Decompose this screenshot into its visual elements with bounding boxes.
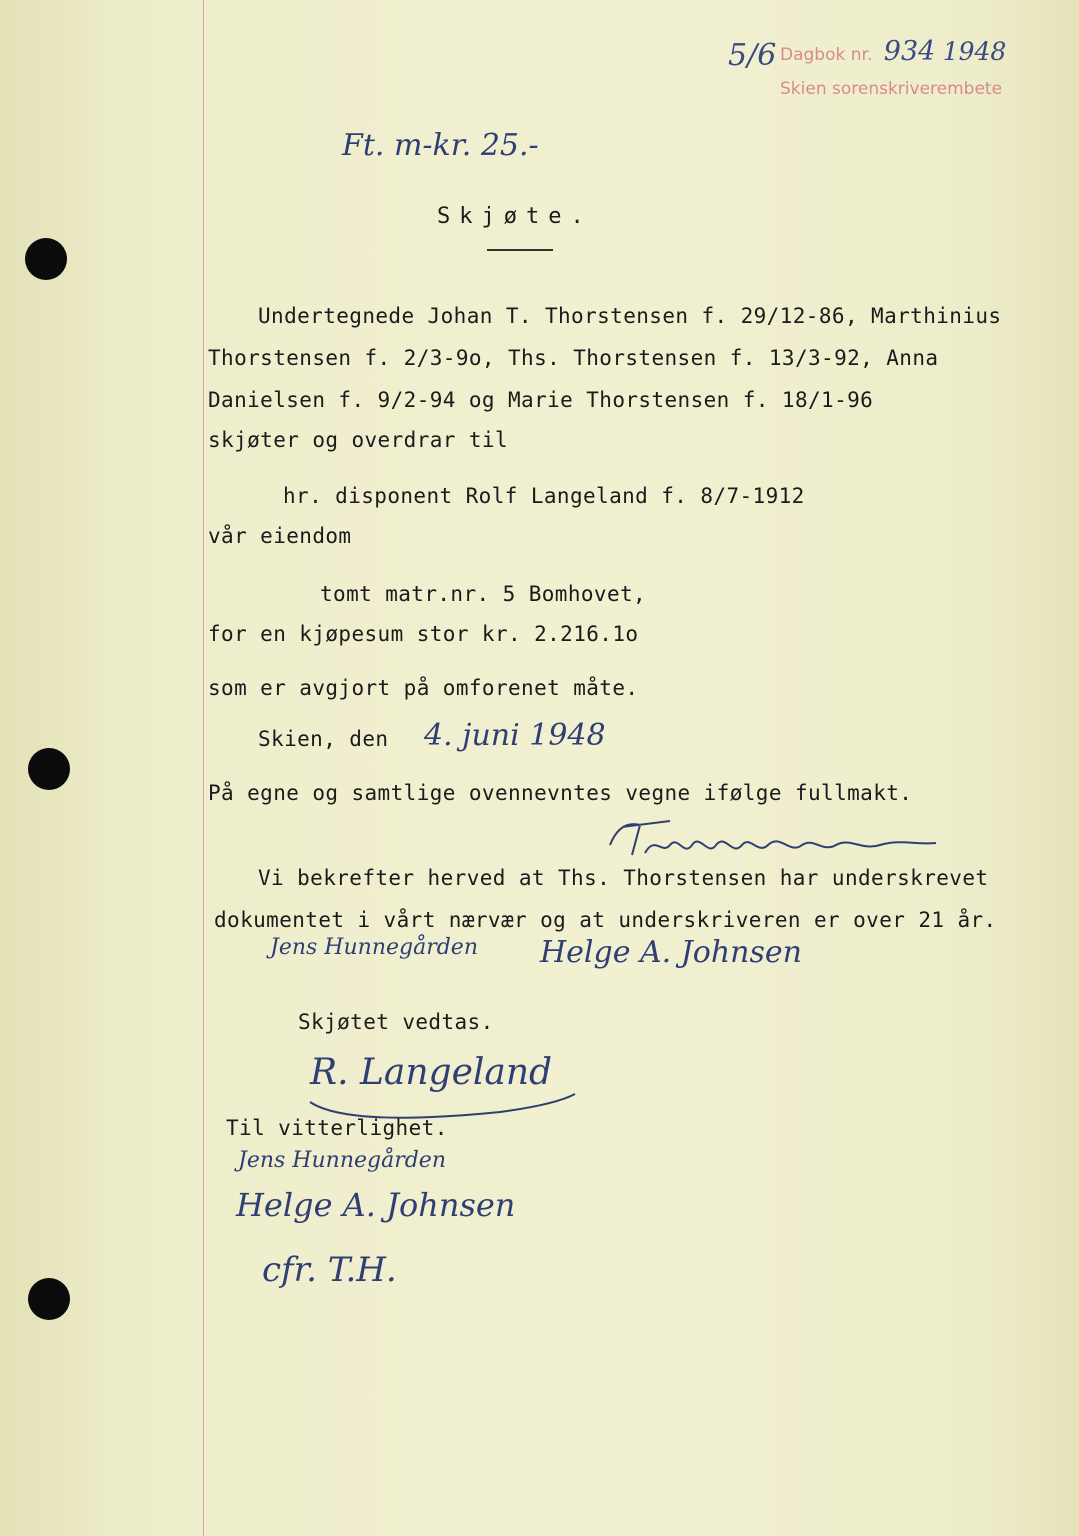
witness-signature-a: Jens Hunnegården xyxy=(270,935,478,960)
place-line xyxy=(258,727,388,751)
stamp-number: 934 xyxy=(883,36,936,67)
stamp-date-fraction: 5/6 xyxy=(728,38,777,73)
body-line-3: Danielsen f. 9/2-94 og Marie Thorstensen f. 18/1-96 xyxy=(208,388,874,412)
body-line-1: Undertegnede Johan T. Thorstensen f. 29/12-86, Marthinius xyxy=(258,304,1002,328)
place-text: Skien, den xyxy=(258,727,389,751)
stamp-register-line xyxy=(780,36,1006,67)
price-line: for en kjøpesum stor kr. 2.216.1o xyxy=(208,622,639,646)
body-line-4: skjøter og overdrar til xyxy=(208,428,508,452)
title-underline xyxy=(487,249,553,251)
buyer-line: hr. disponent Rolf Langeland f. 8/7-1912 xyxy=(283,484,805,508)
punch-hole-bottom xyxy=(28,1278,70,1320)
fee-note: Ft. m-kr. 25.- xyxy=(342,128,539,163)
body-line-5: vår eiendom xyxy=(208,524,352,548)
punch-hole-top xyxy=(25,238,67,280)
punch-hole-middle xyxy=(28,748,70,790)
mandate-line: På egne og samtlige ovennevntes vegne ifølge fullmakt. xyxy=(208,781,913,805)
body-line-2: Thorstensen f. 2/3-9o, Ths. Thorstensen f. 13/3-92, Anna xyxy=(208,346,939,370)
witness-line-1: Vi bekrefter herved at Ths. Thorstensen har underskrevet xyxy=(258,866,989,890)
stamp-office: Skien sorenskriverembete xyxy=(780,79,1003,99)
buyer-signature: R. Langeland xyxy=(310,1052,553,1093)
handwritten-date: 4. juni 1948 xyxy=(424,718,606,753)
witness-signature-b: Helge A. Johnsen xyxy=(540,935,802,970)
document-title: Skjøte. xyxy=(437,204,593,229)
settled-line: som er avgjort på omforenet måte. xyxy=(208,676,639,700)
initials-signature: cfr. T.H. xyxy=(262,1250,397,1290)
attest-line: Til vitterlighet. xyxy=(226,1116,448,1140)
accepted-line: Skjøtet vedtas. xyxy=(298,1010,494,1034)
attest-signature-a: Jens Hunnegården xyxy=(238,1148,446,1173)
stamp-year: 1948 xyxy=(942,37,1007,66)
property-line: tomt matr.nr. 5 Bomhovet, xyxy=(320,582,647,606)
attest-signature-b: Helge A. Johnsen xyxy=(236,1186,516,1224)
stamp-label: Dagbok nr. xyxy=(780,45,873,65)
margin-rule xyxy=(203,0,204,1536)
witness-line-2: dokumentet i vårt nærvær og at underskriveren er over 21 år. xyxy=(214,908,997,932)
